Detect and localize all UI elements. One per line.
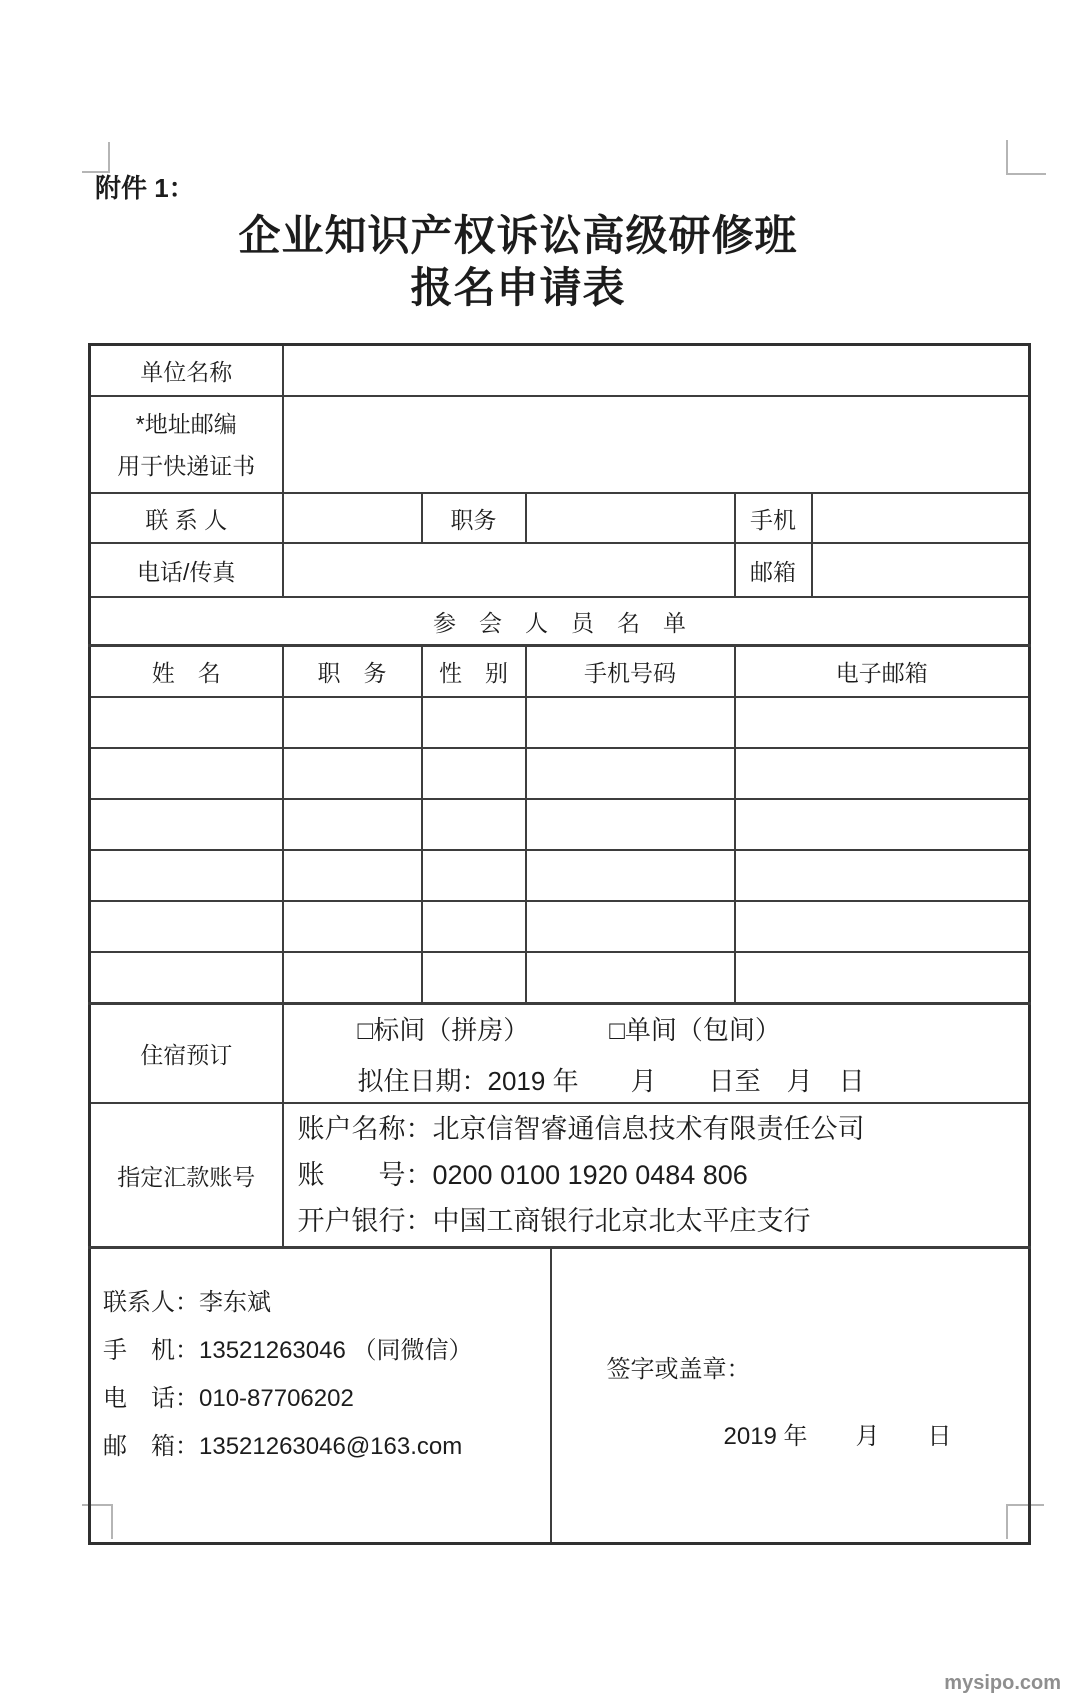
participant-cell — [735, 952, 1030, 1004]
address-label — [90, 396, 283, 493]
account-number: 账 号：0200 0100 1920 0484 806 — [297, 1160, 748, 1190]
accommodation-label: 住宿预订 — [90, 1004, 283, 1104]
participant-cell — [283, 952, 422, 1004]
participant-cell — [90, 748, 283, 799]
contact-row — [90, 493, 1030, 543]
remittance-details-cell — [283, 1103, 1030, 1248]
participant-row — [90, 850, 1030, 901]
participant-cell — [90, 799, 283, 850]
participant-col-header: 手机号码 — [526, 646, 735, 698]
signature-date: 2019 年 月 日 — [723, 1423, 952, 1450]
address-row — [90, 396, 1030, 493]
participant-cell — [735, 901, 1030, 952]
participant-cell — [422, 952, 526, 1004]
participant-row — [90, 748, 1030, 799]
remittance-label: 指定汇款账号 — [90, 1103, 283, 1248]
email-input-cell — [812, 543, 1030, 597]
address-input-cell — [283, 396, 1030, 493]
address-label-line2: 用于快递证书 — [117, 452, 256, 479]
account-name: 账户名称：北京信智睿通信息技术有限责任公司 — [297, 1114, 865, 1144]
standard-room-checkbox-option: □标间（拼房） — [357, 1014, 530, 1045]
participant-col-header: 电子邮箱 — [735, 646, 1030, 698]
participant-cell — [422, 799, 526, 850]
crop-mark-top-right — [1006, 140, 1046, 175]
room-options — [358, 1010, 1029, 1047]
contact-input-cell — [283, 493, 422, 543]
mobile-input-cell — [812, 493, 1030, 543]
unit-name-row — [90, 345, 1030, 397]
footer-email: 邮 箱：13521263046@163.com — [103, 1433, 463, 1460]
participant-cell — [526, 697, 735, 748]
participant-cell — [283, 850, 422, 901]
participant-row — [90, 901, 1030, 952]
organizer-contact-cell — [90, 1248, 551, 1544]
participant-cell — [90, 952, 283, 1004]
participant-cell — [526, 748, 735, 799]
participants-section-row — [90, 597, 1030, 646]
single-room-checkbox-option: □单间（包间） — [609, 1014, 781, 1045]
accommodation-options-cell — [283, 1004, 1030, 1104]
participant-row — [90, 952, 1030, 1004]
signature-cell — [551, 1248, 1030, 1544]
participant-cell — [422, 697, 526, 748]
stay-date-line: 拟住日期：2019 年 月 日至 月 日 — [357, 1065, 865, 1096]
address-label-line1: *地址邮编 — [135, 410, 237, 437]
accommodation-row — [90, 1004, 1030, 1104]
participant-cell — [735, 748, 1030, 799]
phone-fax-row — [90, 543, 1030, 597]
participant-cell — [526, 850, 735, 901]
participant-row — [90, 697, 1030, 748]
participant-cell — [526, 799, 735, 850]
footer-mobile: 手 机：13521263046 （同微信） — [103, 1337, 473, 1364]
participant-cell — [422, 901, 526, 952]
participant-cell — [735, 697, 1030, 748]
form-subtitle: 报名申请表 — [410, 264, 626, 311]
participant-cell — [422, 850, 526, 901]
position-input-cell — [526, 493, 735, 543]
remittance-row — [90, 1103, 1030, 1248]
participant-cell — [283, 901, 422, 952]
participant-cell — [283, 748, 422, 799]
signature-label: 签字或盖章： — [606, 1356, 751, 1383]
participant-cell — [90, 697, 283, 748]
participant-header-row — [90, 646, 1030, 698]
position-label: 职务 — [422, 493, 526, 543]
unit-name-input-cell — [283, 345, 1030, 397]
participant-cell — [283, 697, 422, 748]
form-title-block — [48, 210, 988, 314]
email-label: 邮箱 — [735, 543, 812, 597]
participant-cell — [422, 748, 526, 799]
phone-fax-input-cell — [283, 543, 735, 597]
participant-cell — [526, 901, 735, 952]
phone-fax-label: 电话/传真 — [90, 543, 283, 597]
participant-cell — [90, 901, 283, 952]
registration-table — [88, 343, 1031, 1545]
footer-contact-name: 联系人：李东斌 — [103, 1289, 271, 1316]
participants-section-header: 参 会 人 员 名 单 — [90, 597, 1030, 646]
participant-col-header: 姓 名 — [90, 646, 283, 698]
participant-cell — [735, 799, 1030, 850]
participant-col-header: 职 务 — [283, 646, 422, 698]
footer-phone: 电 话：010-87706202 — [103, 1385, 354, 1412]
participant-cell — [735, 850, 1030, 901]
participant-cell — [283, 799, 422, 850]
mobile-label: 手机 — [735, 493, 812, 543]
participant-col-header: 性 别 — [422, 646, 526, 698]
bank-name: 开户银行：中国工商银行北京北太平庄支行 — [297, 1206, 811, 1236]
participant-cell — [526, 952, 735, 1004]
footer-row — [90, 1248, 1030, 1544]
participant-row — [90, 799, 1030, 850]
watermark: mysipo.com — [944, 1672, 1061, 1694]
form-title: 企业知识产权诉讼高级研修班 — [238, 212, 798, 259]
unit-name-label: 单位名称 — [90, 345, 283, 397]
attachment-label: 附件 1： — [95, 173, 195, 203]
participant-cell — [90, 850, 283, 901]
contact-label: 联 系 人 — [90, 493, 283, 543]
